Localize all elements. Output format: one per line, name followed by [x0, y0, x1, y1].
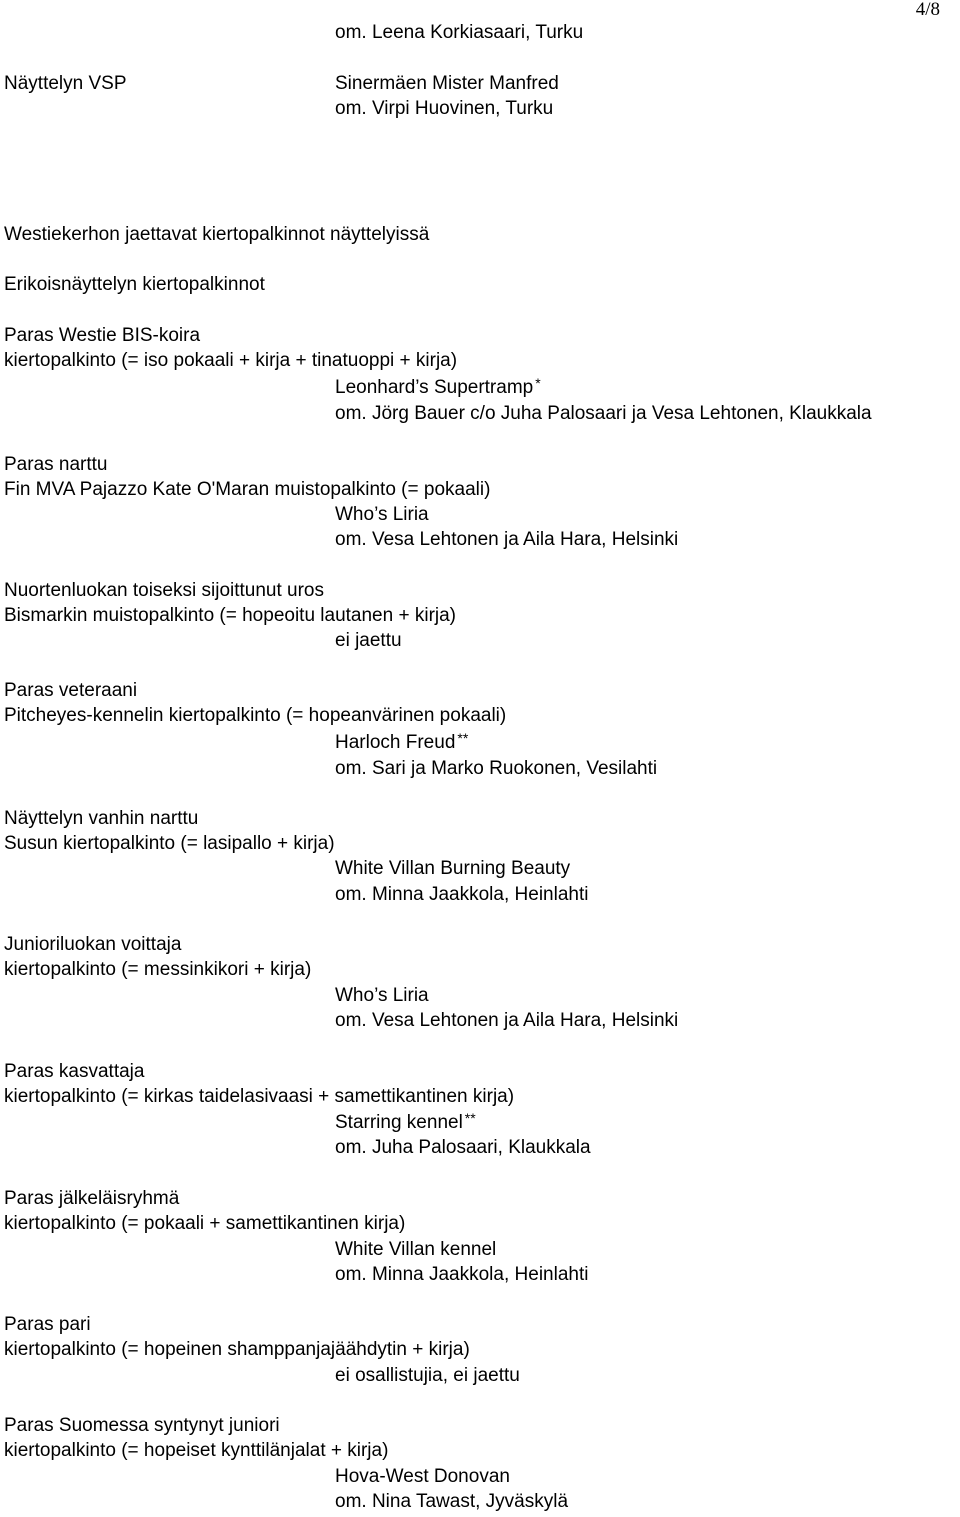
award-winner: ei jaettu: [335, 630, 402, 651]
award-prize: kiertopalkinto (= messinkikori + kirja): [4, 959, 312, 980]
award-owner: om. Jörg Bauer c/o Juha Palosaari ja Vesa Lehtonen, Klaukkala: [335, 403, 872, 424]
award-title: Paras pari: [4, 1314, 91, 1335]
section-heading: Westiekerhon jaettavat kiertopalkinnot näyttelyissä: [4, 224, 430, 245]
previous-owner-line: om. Leena Korkiasaari, Turku: [335, 22, 584, 43]
award-winner: White Villan kennel: [335, 1239, 497, 1260]
award-winner: White Villan Burning Beauty: [335, 858, 571, 879]
footnote-mark: **: [464, 1110, 476, 1126]
award-title: Paras jälkeläisryhmä: [4, 1188, 180, 1209]
award-prize: kiertopalkinto (= kirkas taidelasivaasi + samettikantinen kirja): [4, 1086, 515, 1107]
award-title: Paras veteraani: [4, 680, 138, 701]
award-prize: kiertopalkinto (= hopeinen shamppanjajäähdytin + kirja): [4, 1339, 470, 1360]
vsp-dog-name: Sinermäen Mister Manfred: [335, 73, 559, 94]
subsection-heading: Erikoisnäyttelyn kiertopalkinnot: [4, 274, 265, 295]
winner-name: Leonhard’s Supertramp: [335, 377, 534, 398]
award-prize: kiertopalkinto (= iso pokaali + kirja + tinatuoppi + kirja): [4, 350, 458, 371]
winner-name: Harloch Freud: [335, 732, 456, 753]
award-title: Paras narttu: [4, 454, 108, 475]
award-winner: ei osallistujia, ei jaettu: [335, 1365, 520, 1386]
award-winner: [335, 1112, 476, 1134]
award-prize: Susun kiertopalkinto (= lasipallo + kirja): [4, 833, 335, 854]
award-winner: Who’s Liria: [335, 985, 429, 1006]
award-owner: om. Sari ja Marko Ruokonen, Vesilahti: [335, 758, 658, 779]
award-winner: [335, 732, 468, 754]
vsp-label: Näyttelyn VSP: [4, 73, 127, 94]
award-title: Junioriluokan voittaja: [4, 934, 182, 955]
award-owner: om. Minna Jaakkola, Heinlahti: [335, 884, 589, 905]
footnote-mark: **: [457, 730, 469, 746]
award-owner: om. Nina Tawast, Jyväskylä: [335, 1491, 569, 1512]
vsp-owner: om. Virpi Huovinen, Turku: [335, 98, 554, 119]
award-prize: Bismarkin muistopalkinto (= hopeoitu lautanen + kirja): [4, 605, 457, 626]
award-title: Nuortenluokan toiseksi sijoittunut uros: [4, 580, 325, 601]
award-title: Paras kasvattaja: [4, 1061, 145, 1082]
winner-name: Starring kennel: [335, 1112, 463, 1133]
award-winner: Who’s Liria: [335, 504, 429, 525]
award-title: Paras Suomessa syntynyt juniori: [4, 1415, 280, 1436]
award-owner: om. Juha Palosaari, Klaukkala: [335, 1137, 591, 1158]
footnote-mark: *: [535, 375, 541, 391]
award-winner: [335, 377, 541, 399]
award-title: Paras Westie BIS-koira: [4, 325, 201, 346]
award-winner: Hova-West Donovan: [335, 1466, 510, 1487]
award-prize: kiertopalkinto (= hopeiset kynttilänjalat + kirja): [4, 1440, 389, 1461]
award-prize: Pitcheyes-kennelin kiertopalkinto (= hopeanvärinen pokaali): [4, 705, 507, 726]
award-owner: om. Vesa Lehtonen ja Aila Hara, Helsinki: [335, 529, 679, 550]
award-owner: om. Vesa Lehtonen ja Aila Hara, Helsinki: [335, 1010, 679, 1031]
award-prize: kiertopalkinto (= pokaali + samettikantinen kirja): [4, 1213, 406, 1234]
award-prize: Fin MVA Pajazzo Kate O'Maran muistopalkinto (= pokaali): [4, 479, 491, 500]
award-owner: om. Minna Jaakkola, Heinlahti: [335, 1264, 589, 1285]
award-title: Näyttelyn vanhin narttu: [4, 808, 199, 829]
page-number: 4/8: [915, 0, 940, 20]
